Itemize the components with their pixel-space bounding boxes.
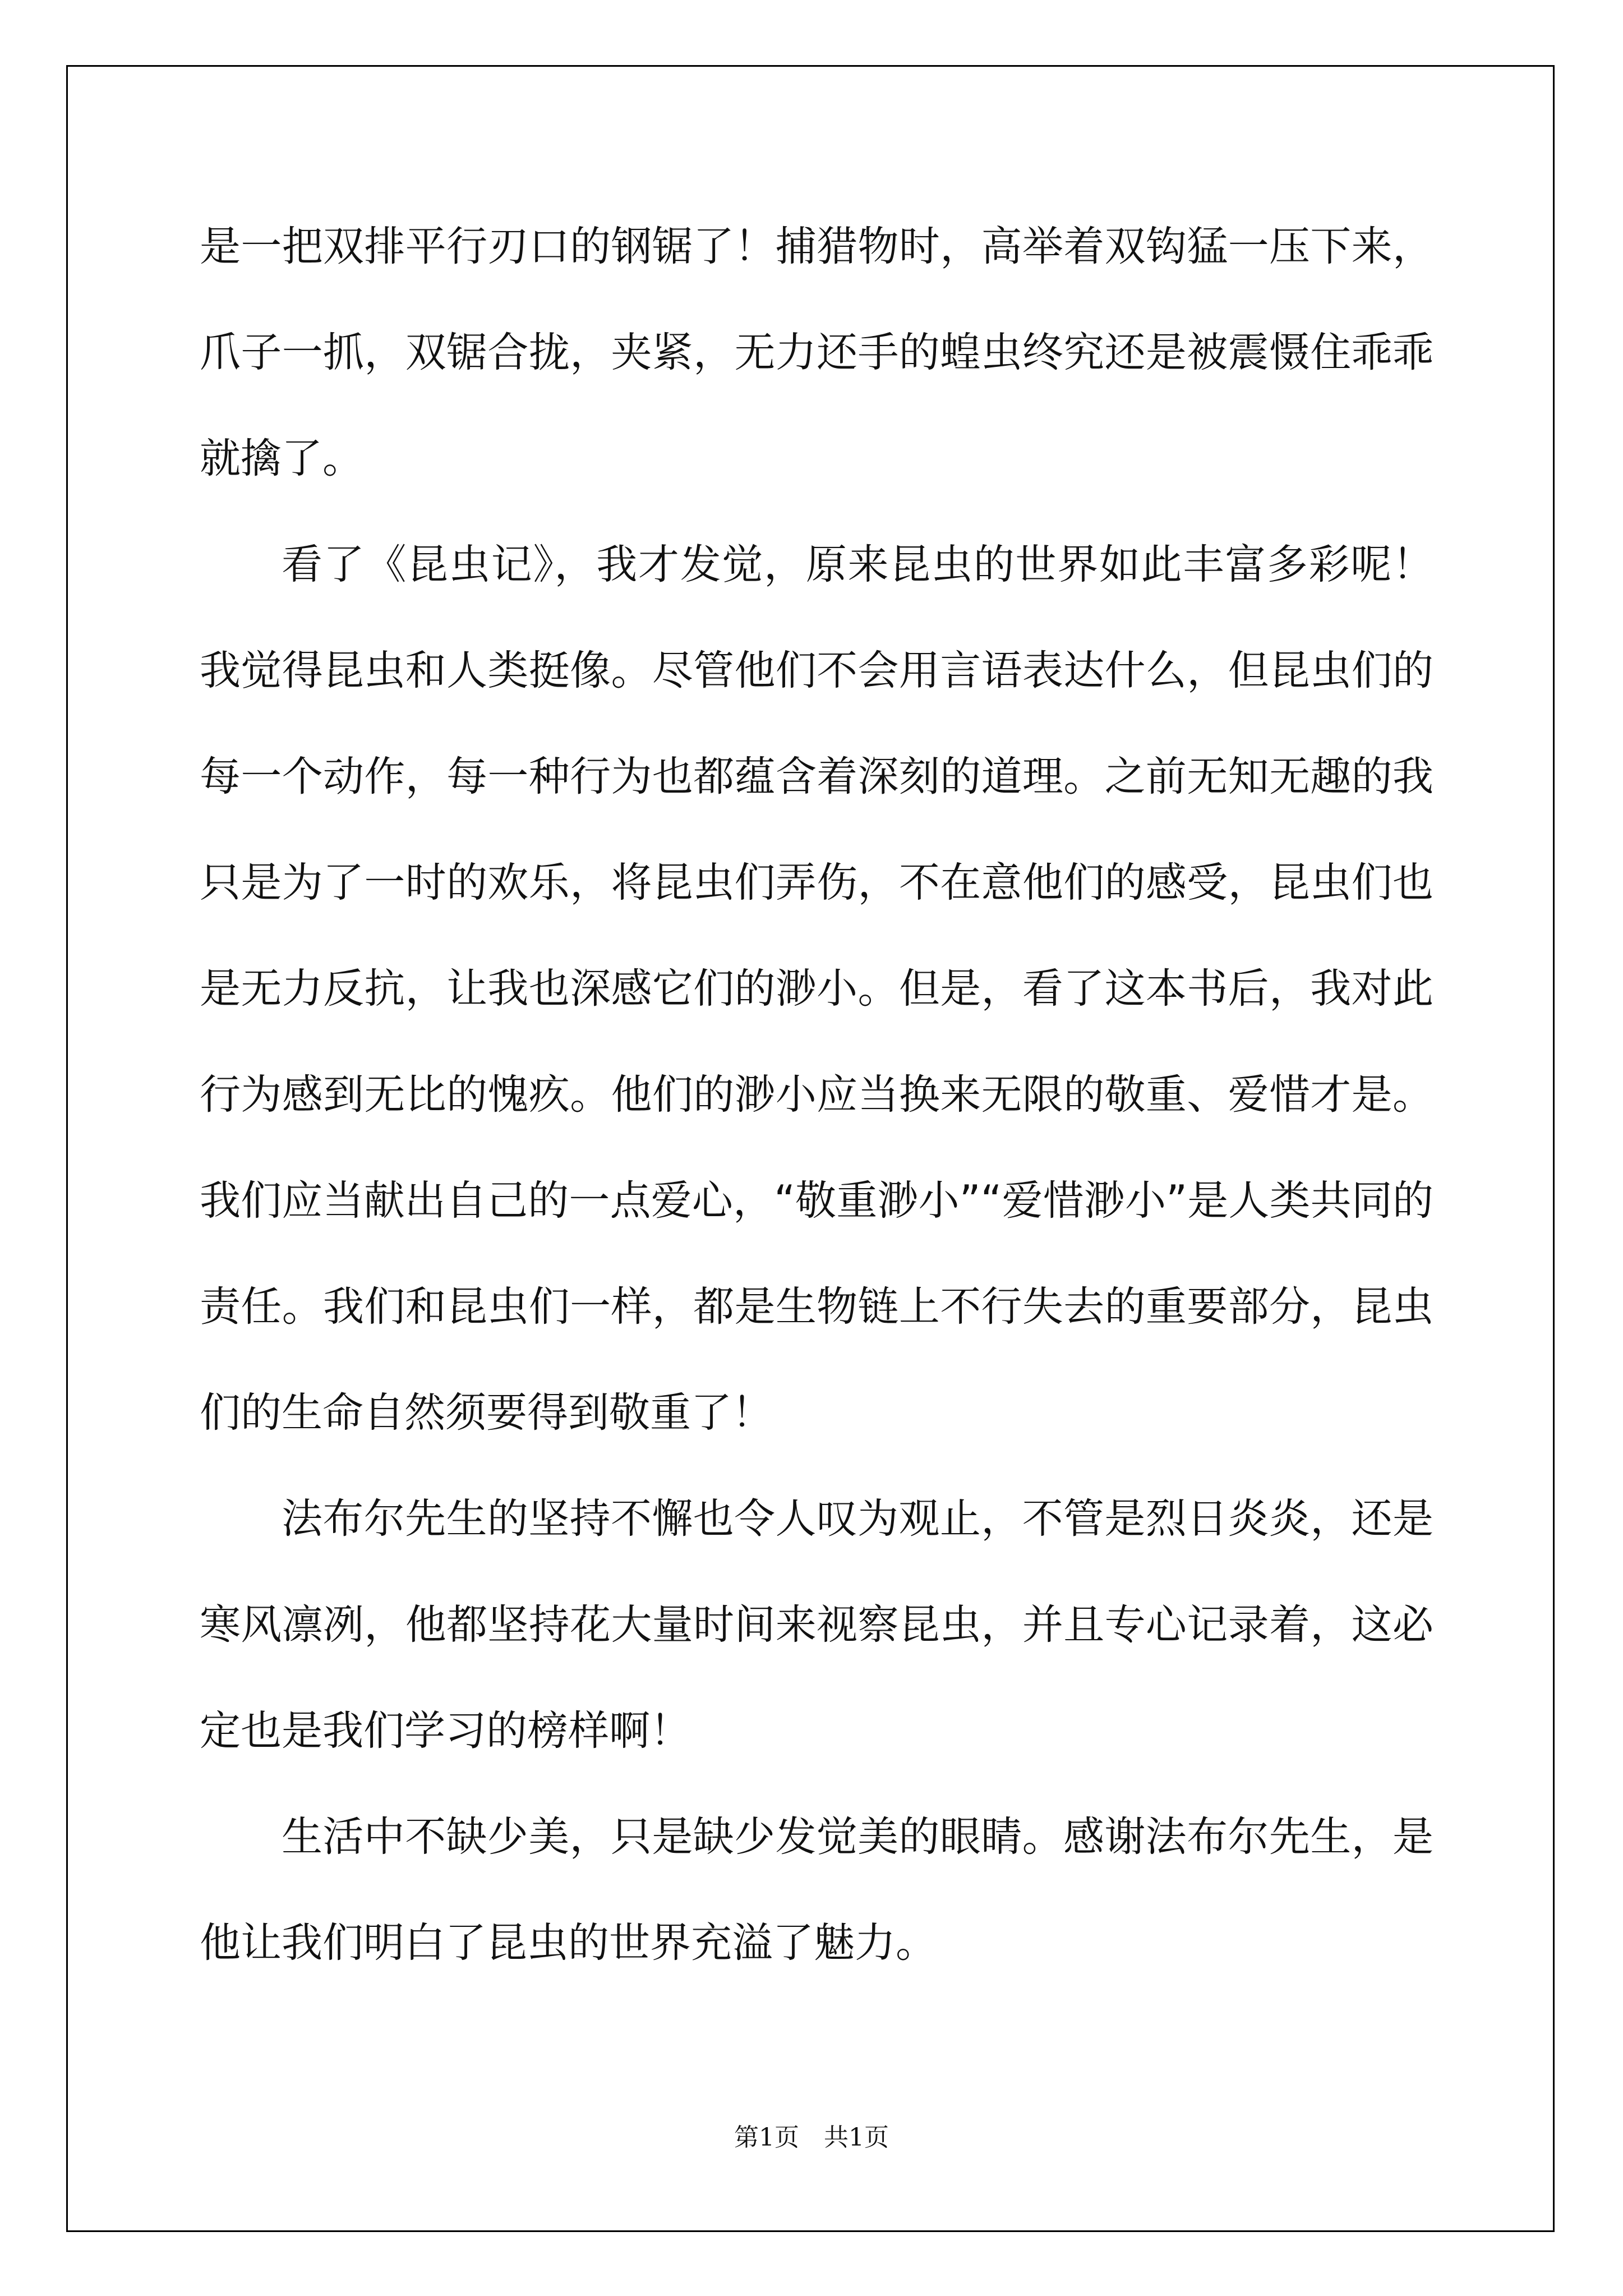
paragraph-2: 看了《昆虫记》，我才发觉，原来昆虫的世界如此丰富多彩呢！我觉得昆虫和人类挺像。尽管他们不会用言语表达什么，但昆虫们的每一个动作，每一种行为也都蕴含着深刻的道理。之前无知无趣的我只是为了一时的欢乐，将昆虫们弄伤，不在意他们的感受，昆虫们也是无力反抗，让我也深感它们的渺小。但是，看了这本书后，我对此行为感到无比的愧疚。他们的渺小应当换来无限的敬重、爱惜才是。我们应当献出自己的一点爱心，“敬重渺小”“爱惜渺小”是人类共同的责任。我们和昆虫们一样，都是生物链上不行失去的重要部分，昆虫们的生命自然须要得到敬重了！ xyxy=(200,541,1433,1437)
paragraph-1: 是一把双排平行刃口的钢锯了！捕猎物时，高举着双钩猛一压下来，爪子一抓，双锯合拢，夹紧，无力还手的蝗虫终究还是被震慑住乖乖就擒了。 xyxy=(200,223,1433,482)
page-number-footer: 第1页 共1页 xyxy=(734,2123,889,2152)
paragraph-3: 法布尔先生的坚持不懈也令人叹为观止，不管是烈日炎炎，还是寒风凛冽，他都坚持花大量时间来视察昆虫，并且专心记录着，这必定也是我们学习的榜样啊！ xyxy=(200,1495,1433,1755)
document-body xyxy=(200,194,1433,1996)
paragraph-4: 生活中不缺少美，只是缺少发觉美的眼睛。感谢法布尔先生，是他让我们明白了昆虫的世界充溢了魅力。 xyxy=(200,1813,1433,1967)
